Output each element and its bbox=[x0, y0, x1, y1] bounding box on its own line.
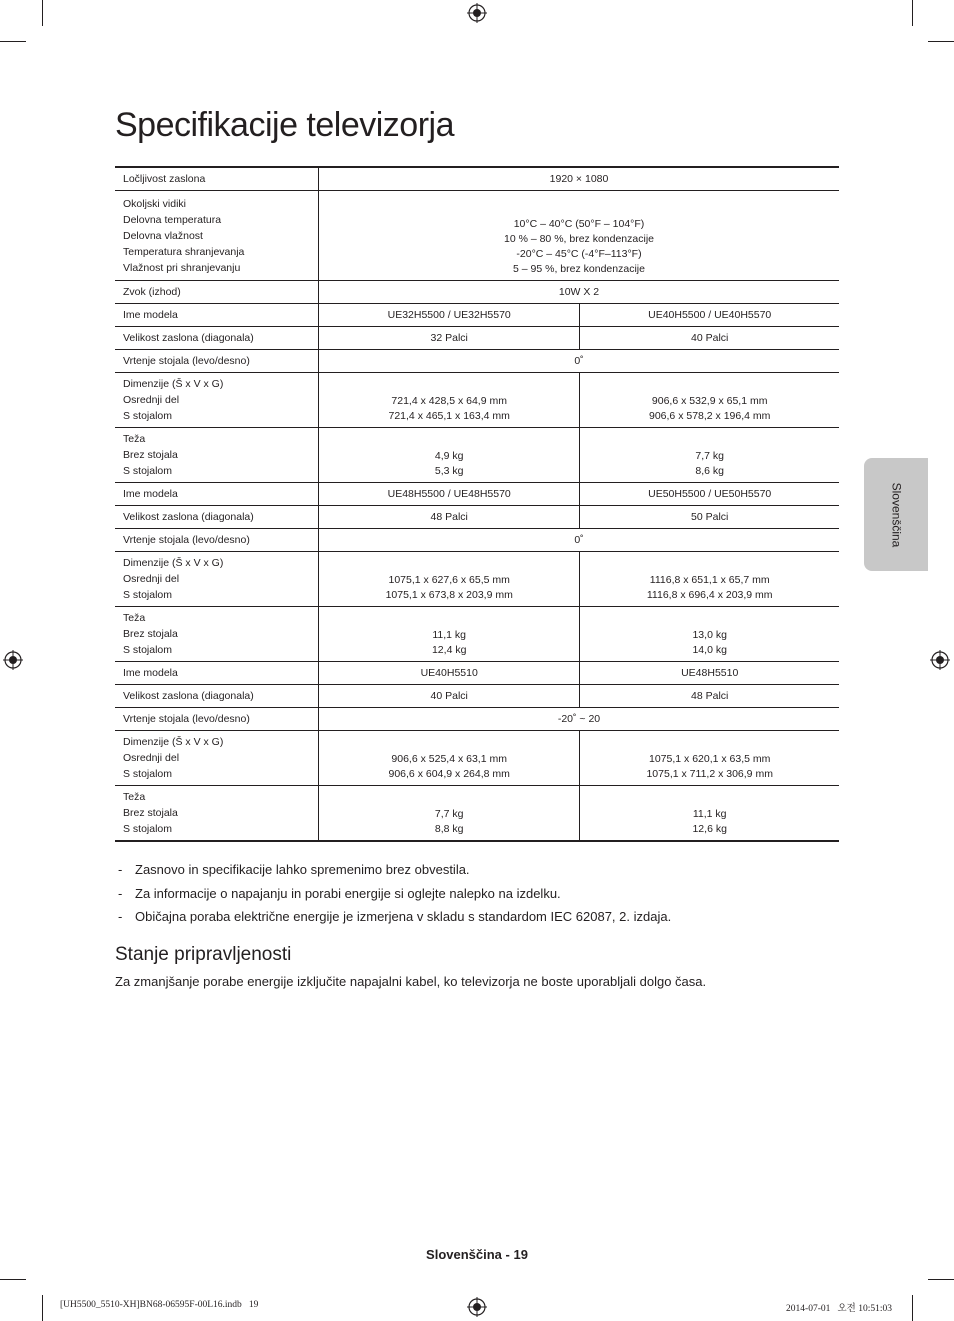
spec-value bbox=[580, 373, 839, 428]
value-line: 721,4 x 465,1 x 163,4 mm bbox=[388, 410, 510, 422]
value-line: 7,7 kg bbox=[695, 450, 724, 462]
label-line: Dimenzije (Š x V x G) bbox=[123, 378, 224, 390]
spec-label: Vrtenje stojala (levo/desno) bbox=[115, 350, 319, 373]
value-line: 14,0 kg bbox=[692, 644, 727, 656]
table-row bbox=[115, 786, 839, 842]
table-row bbox=[115, 708, 839, 731]
spec-value: -20˚ ~ 20 bbox=[319, 708, 840, 731]
table-row bbox=[115, 607, 839, 662]
value-line: 1075,1 x 711,2 x 306,9 mm bbox=[646, 768, 773, 780]
table-row bbox=[115, 483, 839, 506]
label-line: Dimenzije (Š x V x G) bbox=[123, 736, 224, 748]
page-number: Slovenščina - 19 bbox=[426, 1247, 528, 1262]
table-row bbox=[115, 373, 839, 428]
spec-value: UE48H5510 bbox=[580, 662, 839, 685]
spec-value: UE32H5500 / UE32H5570 bbox=[319, 304, 580, 327]
table-row bbox=[115, 506, 839, 529]
label-line: Brez stojala bbox=[123, 449, 178, 461]
crop-mark bbox=[912, 1295, 913, 1321]
spec-label: Velikost zaslona (diagonala) bbox=[115, 327, 319, 350]
spec-label: Ime modela bbox=[115, 304, 319, 327]
label-line: Delovna temperatura bbox=[123, 213, 222, 226]
spec-label: Velikost zaslona (diagonala) bbox=[115, 685, 319, 708]
label-line: S stojalom bbox=[123, 410, 173, 422]
spec-value bbox=[319, 731, 580, 786]
list-item bbox=[115, 905, 671, 929]
spec-value bbox=[580, 731, 839, 786]
value-line: 906,6 x 604,9 x 264,8 mm bbox=[388, 768, 510, 780]
value-line: 10 % – 80 %, brez kondenzacije bbox=[503, 233, 654, 245]
label-line: Delovna vlažnost bbox=[123, 229, 203, 242]
value-line: -20°C – 45°C (-4°F–113°F) bbox=[516, 248, 642, 260]
list-item bbox=[115, 882, 671, 906]
value-line: 10°C – 40°C (50°F – 104°F) bbox=[513, 218, 645, 230]
label-line: S stojalom bbox=[123, 644, 173, 656]
label-line: Osrednji del bbox=[123, 573, 180, 585]
note-text: Običajna poraba električne energije je izmerjena v skladu s standardom IEC 62087, 2. izdaja. bbox=[135, 909, 672, 924]
value-line: 721,4 x 428,5 x 64,9 mm bbox=[391, 395, 507, 407]
spec-value bbox=[319, 786, 580, 842]
value-line: 906,6 x 578,2 x 196,4 mm bbox=[649, 410, 771, 422]
spec-value bbox=[580, 786, 839, 842]
value-line: 1075,1 x 620,1 x 63,5 mm bbox=[649, 753, 771, 765]
spec-label bbox=[115, 167, 319, 191]
spec-value bbox=[580, 552, 839, 607]
table-row bbox=[115, 350, 839, 373]
table-row bbox=[115, 167, 839, 191]
value-line: 7,7 kg bbox=[434, 808, 464, 820]
spec-label bbox=[115, 731, 319, 786]
table-row bbox=[115, 529, 839, 552]
value-line: 13,0 kg bbox=[692, 629, 727, 641]
label-line: S stojalom bbox=[123, 768, 173, 780]
section-paragraph: Za zmanjšanje porabe energije izključite napajalni kabel, ko televizorja ne boste uporabljali dolgo časa. bbox=[115, 974, 707, 989]
language-tab-label: Slovenščina bbox=[889, 482, 903, 547]
registration-target-icon bbox=[467, 1297, 487, 1317]
spec-value: 48 Palci bbox=[319, 506, 580, 529]
value-line: 906,6 x 525,4 x 63,1 mm bbox=[391, 753, 507, 765]
spec-table bbox=[115, 166, 839, 842]
label-line: Okoljski vidiki bbox=[123, 197, 187, 210]
spec-label bbox=[115, 428, 319, 483]
section-heading: Stanje pripravljenosti bbox=[115, 944, 292, 965]
label-line: Ločljivost zaslona bbox=[123, 173, 206, 185]
spec-label: Vrtenje stojala (levo/desno) bbox=[115, 708, 319, 731]
bullet-dash: - bbox=[118, 885, 123, 901]
table-row bbox=[115, 191, 839, 281]
print-slug-timestamp: 2014-07-01 오전 10:51:03 bbox=[786, 1304, 892, 1314]
spec-value bbox=[319, 607, 580, 662]
label-line: Brez stojala bbox=[123, 628, 178, 640]
spec-label: Velikost zaslona (diagonala) bbox=[115, 506, 319, 529]
table-row bbox=[115, 731, 839, 786]
crop-mark bbox=[912, 0, 913, 26]
value-line: 12,4 kg bbox=[431, 644, 467, 656]
label-line: S stojalom bbox=[123, 823, 173, 835]
spec-value: UE40H5510 bbox=[319, 662, 580, 685]
label-line: Teža bbox=[123, 433, 146, 445]
table-row bbox=[115, 685, 839, 708]
spec-value: 40 Palci bbox=[580, 327, 839, 350]
label-line: Vlažnost pri shranjevanju bbox=[123, 261, 241, 274]
notes-list bbox=[115, 858, 671, 929]
label-line: Temperatura shranjevanja bbox=[123, 245, 245, 258]
registration-target-icon bbox=[930, 650, 950, 670]
crop-mark bbox=[0, 41, 26, 42]
crop-mark bbox=[928, 1279, 954, 1280]
spec-value bbox=[319, 552, 580, 607]
note-text: Za informacije o napajanju in porabi energije si oglejte nalepko na izdelku. bbox=[135, 885, 561, 901]
note-text: Zasnovo in specifikacije lahko spremenimo brez obvestila. bbox=[135, 862, 470, 877]
spec-label bbox=[115, 607, 319, 662]
spec-value bbox=[319, 428, 580, 483]
value-line: 8,8 kg bbox=[434, 823, 464, 835]
spec-label bbox=[115, 281, 319, 304]
spec-value: 0˚ bbox=[319, 350, 840, 373]
value-line: 12,6 kg bbox=[692, 823, 727, 835]
spec-value: 40 Palci bbox=[319, 685, 580, 708]
value-line: 5 – 95 %, brez kondenzacije bbox=[513, 263, 645, 275]
label-line: S stojalom bbox=[123, 465, 173, 477]
value-line: 906,6 x 532,9 x 65,1 mm bbox=[651, 395, 768, 407]
crop-mark bbox=[42, 0, 43, 26]
table-row bbox=[115, 304, 839, 327]
bullet-dash: - bbox=[118, 909, 123, 924]
bullet-dash: - bbox=[118, 862, 123, 877]
spec-value bbox=[319, 281, 840, 304]
registration-target-icon bbox=[3, 650, 23, 670]
spec-value bbox=[580, 607, 839, 662]
crop-mark bbox=[0, 1279, 26, 1280]
spec-label bbox=[115, 786, 319, 842]
list-item bbox=[115, 858, 671, 882]
spec-value: 0˚ bbox=[319, 529, 840, 552]
table-row bbox=[115, 281, 839, 304]
label-line: Teža bbox=[123, 612, 146, 624]
page-title: Specifikacije televizorja bbox=[115, 106, 454, 144]
spec-value bbox=[319, 167, 840, 191]
spec-value bbox=[319, 191, 840, 281]
spec-value: UE50H5500 / UE50H5570 bbox=[580, 483, 839, 506]
value-line: 10W X 2 bbox=[558, 285, 600, 298]
table-row bbox=[115, 428, 839, 483]
label-line: Teža bbox=[123, 791, 146, 803]
label-line: S stojalom bbox=[123, 589, 173, 601]
spec-label: Ime modela bbox=[115, 662, 319, 685]
value-line: 5,3 kg bbox=[434, 465, 464, 477]
spec-value bbox=[580, 428, 839, 483]
value-line: 11,1 kg bbox=[432, 629, 467, 641]
spec-label: Ime modela bbox=[115, 483, 319, 506]
spec-label bbox=[115, 191, 319, 281]
language-side-tab bbox=[864, 458, 928, 571]
label-line: Zvok (izhod) bbox=[123, 286, 181, 298]
spec-label bbox=[115, 373, 319, 428]
label-line: Dimenzije (Š x V x G) bbox=[123, 557, 224, 569]
value-line: 1116,8 x 651,1 x 65,7 mm bbox=[649, 574, 770, 586]
value-line: 4,9 kg bbox=[434, 450, 464, 462]
label-line: Osrednji del bbox=[123, 752, 180, 764]
spec-value: 50 Palci bbox=[580, 506, 839, 529]
spec-value: 48 Palci bbox=[580, 685, 839, 708]
print-slug-file: [UH5500_5510-XH]BN68-06595F-00L16.indb 19 bbox=[60, 1300, 259, 1310]
spec-value bbox=[319, 373, 580, 428]
label-line: Brez stojala bbox=[123, 807, 178, 819]
table-row bbox=[115, 552, 839, 607]
value-line: 1075,1 x 627,6 x 65,5 mm bbox=[388, 574, 510, 586]
spec-value: UE48H5500 / UE48H5570 bbox=[319, 483, 580, 506]
crop-mark bbox=[928, 41, 954, 42]
spec-value: UE40H5500 / UE40H5570 bbox=[580, 304, 839, 327]
value-line: 1920 × 1080 bbox=[549, 172, 609, 185]
value-line: 8,6 kg bbox=[695, 465, 724, 477]
registration-target-icon bbox=[467, 3, 487, 23]
value-line: 1075,1 x 673,8 x 203,9 mm bbox=[385, 589, 513, 601]
value-line: 1116,8 x 696,4 x 203,9 mm bbox=[646, 589, 773, 601]
spec-label: Vrtenje stojala (levo/desno) bbox=[115, 529, 319, 552]
value-line: 11,1 kg bbox=[692, 808, 727, 820]
spec-label bbox=[115, 552, 319, 607]
spec-value: 32 Palci bbox=[319, 327, 580, 350]
crop-mark bbox=[42, 1295, 43, 1321]
label-line: Osrednji del bbox=[123, 394, 180, 406]
table-row bbox=[115, 662, 839, 685]
table-row bbox=[115, 327, 839, 350]
